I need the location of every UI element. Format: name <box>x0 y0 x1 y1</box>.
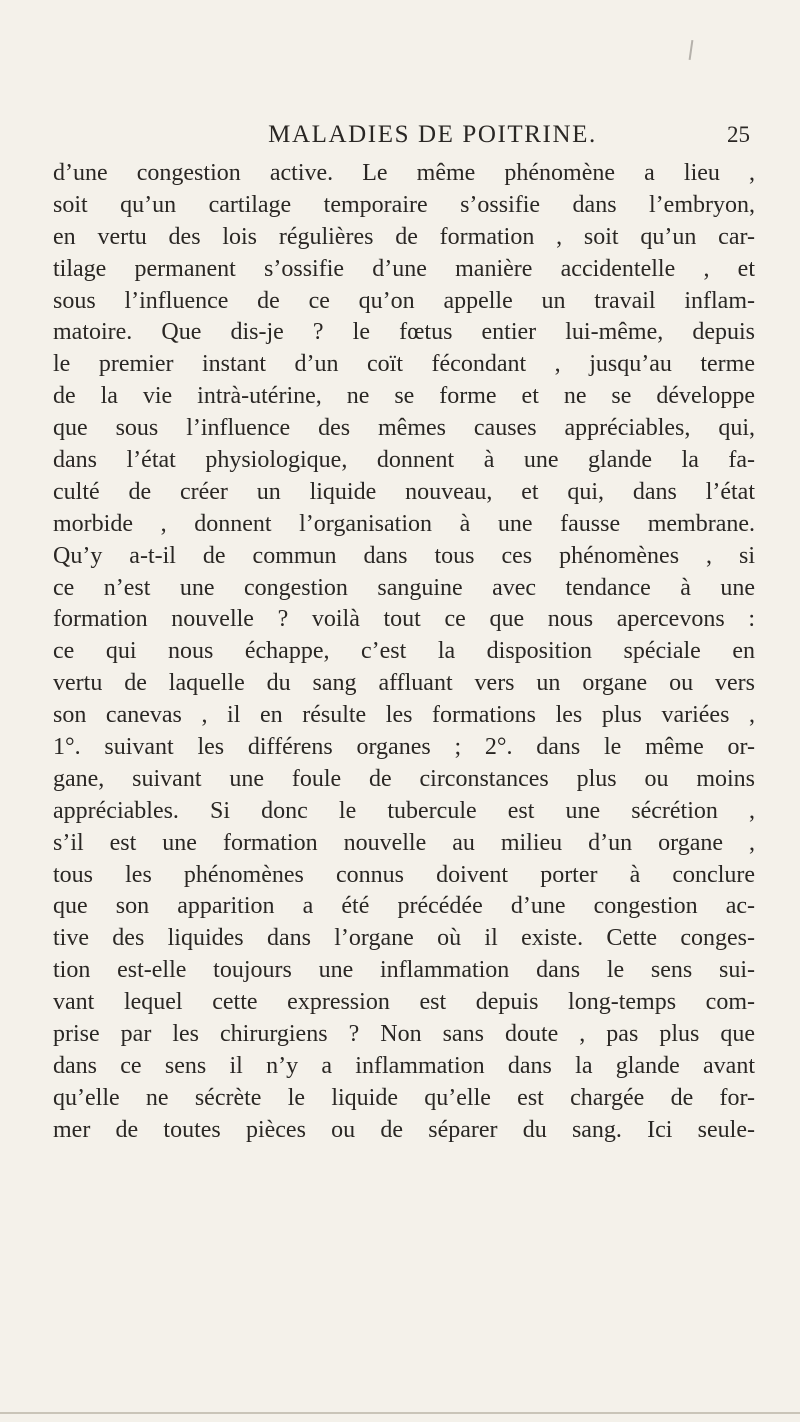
text-line: dans l’état physiologique, donnent à une glande la fa- <box>53 447 755 474</box>
text-line: formation nouvelle ? voilà tout ce que nous apercevons : <box>53 606 755 633</box>
text-line: tion est-elle toujours une inflammation dans le sens sui- <box>53 957 755 984</box>
body-text <box>53 158 755 1147</box>
text-line: mer de toutes pièces ou de séparer du sang. Ici seule- <box>53 1116 755 1143</box>
text-line: ce qui nous échappe, c’est la disposition spéciale en <box>53 638 755 665</box>
text-line: s’il est une formation nouvelle au milieu d’un organe , <box>53 829 755 856</box>
text-line: appréciables. Si donc le tubercule est une sécrétion , <box>53 797 755 824</box>
text-line: vertu de laquelle du sang affluant vers un organe ou vers <box>53 670 755 697</box>
text-line: ce n’est une congestion sanguine avec tendance à une <box>53 574 755 601</box>
running-title: MALADIES DE POITRINE. <box>268 121 597 148</box>
text-line: sous l’influence de ce qu’on appelle un travail inflam- <box>53 287 755 314</box>
text-line: prise par les chirurgiens ? Non sans doute , pas plus que <box>53 1021 755 1048</box>
text-line: gane, suivant une foule de circonstances plus ou moins <box>53 765 755 792</box>
text-line: culté de créer un liquide nouveau, et qui, dans l’état <box>53 478 755 505</box>
text-line: morbide , donnent l’organisation à une fausse membrane. <box>53 510 755 537</box>
text-line: son canevas , il en résulte les formations les plus variées , <box>53 702 755 729</box>
text-line: que sous l’influence des mêmes causes appréciables, qui, <box>53 415 755 442</box>
text-line: Qu’y a-t-il de commun dans tous ces phénomènes , si <box>53 542 755 569</box>
text-line: dans ce sens il n’y a inflammation dans la glande avant <box>53 1052 755 1079</box>
text-line: en vertu des lois régulières de formation , soit qu’un car- <box>53 223 755 250</box>
text-line: que son apparition a été précédée d’une congestion ac- <box>53 893 755 920</box>
text-line: soit qu’un cartilage temporaire s’ossifie dans l’embryon, <box>53 191 755 218</box>
text-line: matoire. Que dis-je ? le fœtus entier lui-même, depuis <box>53 319 755 346</box>
page-edge <box>0 1412 800 1414</box>
text-line: tive des liquides dans l’organe où il existe. Cette conges- <box>53 925 755 952</box>
text-line: tous les phénomènes connus doivent porter à conclure <box>53 861 755 888</box>
text-line: tilage permanent s’ossifie d’une manière accidentelle , et <box>53 255 755 282</box>
page-number: 25 <box>727 122 750 147</box>
paper-mark <box>689 40 694 60</box>
text-line: vant lequel cette expression est depuis long-temps com- <box>53 989 755 1016</box>
running-head <box>115 118 750 152</box>
text-line: d’une congestion active. Le même phénomène a lieu , <box>53 160 755 186</box>
text-line: 1°. suivant les différens organes ; 2°. dans le même or- <box>53 734 755 761</box>
text-line: qu’elle ne sécrète le liquide qu’elle est chargée de for- <box>53 1084 755 1111</box>
text-line: le premier instant d’un coït fécondant , jusqu’au terme <box>53 351 755 378</box>
text-line: de la vie intrà-utérine, ne se forme et ne se développe <box>53 383 755 410</box>
